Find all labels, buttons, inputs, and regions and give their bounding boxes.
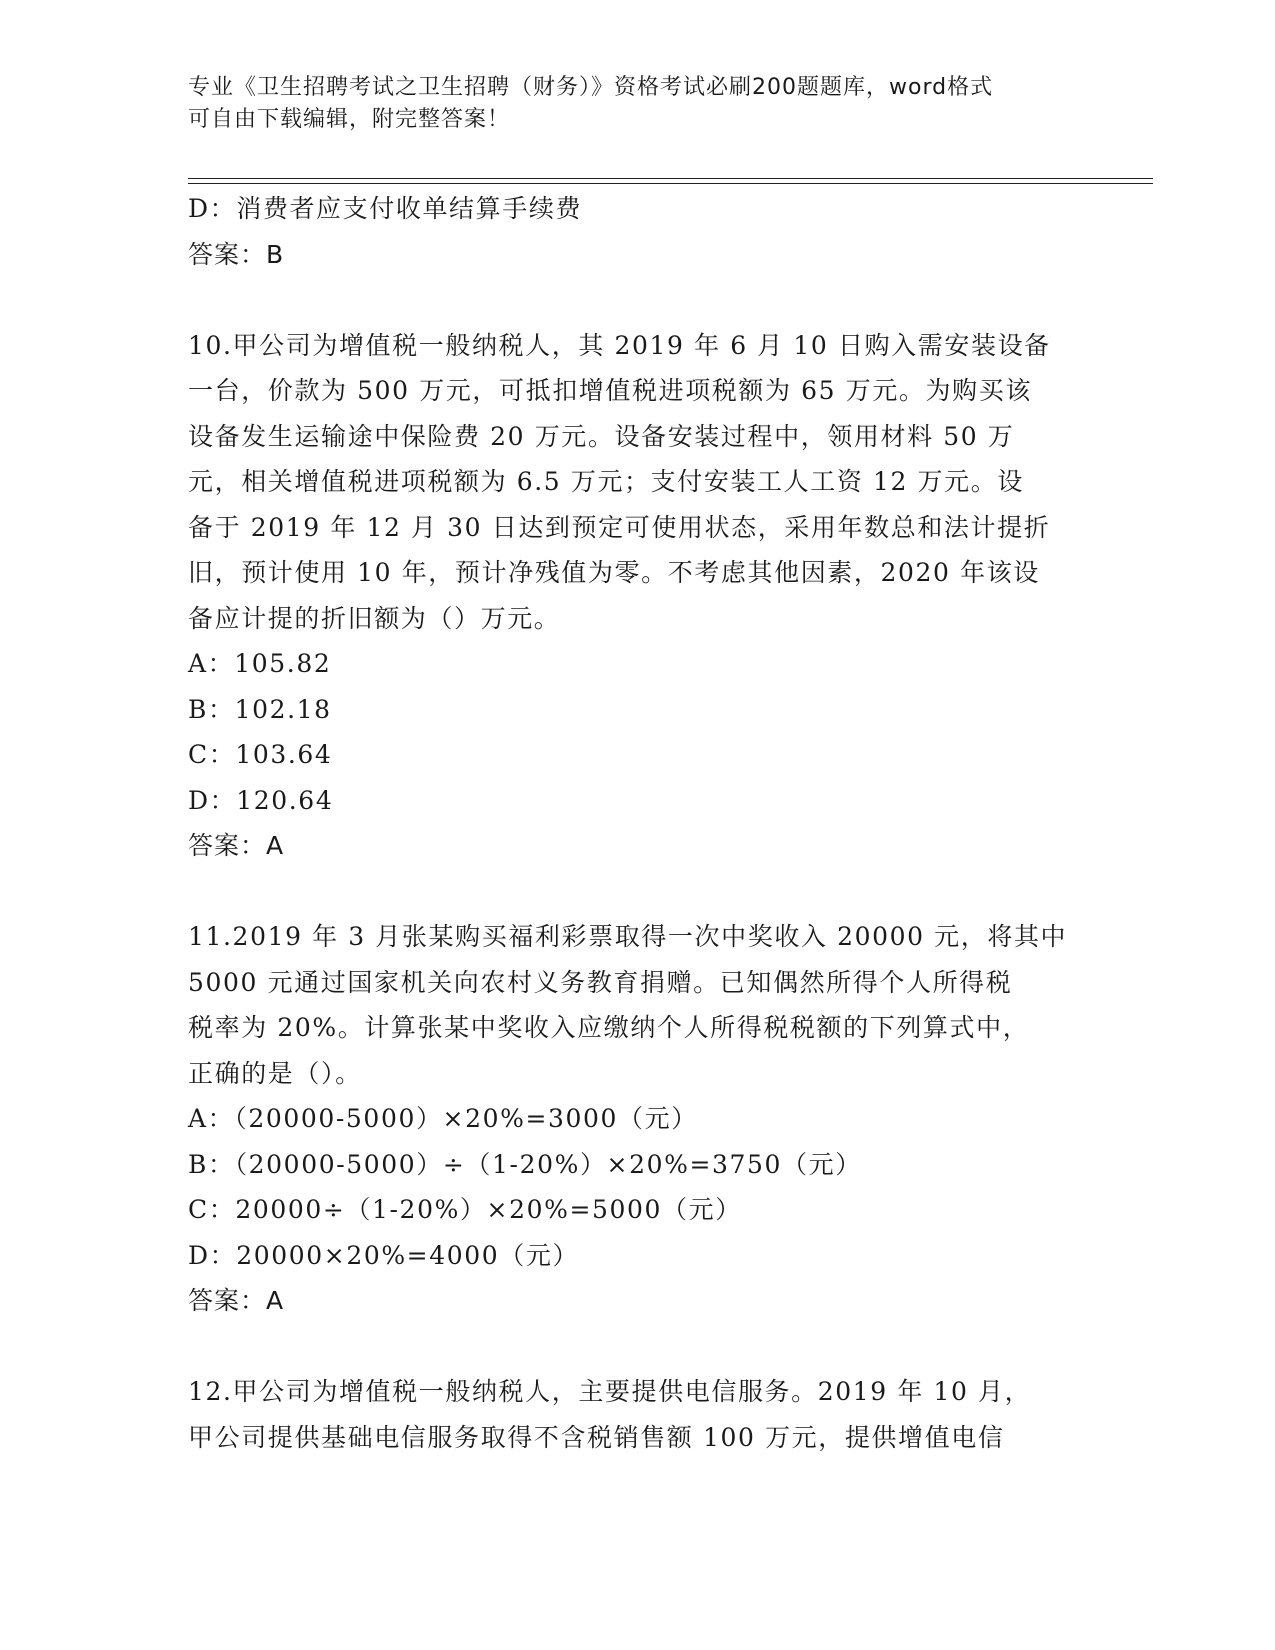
question-stem-line: 12.甲公司为增值税一般纳税人，主要提供电信服务。2019 年 10 月， (188, 1377, 1032, 1406)
option-d: D：20000×20%=4000（元） (188, 1240, 580, 1270)
spacer (188, 869, 1088, 915)
question-stem-line: 旧，预计使用 10 年，预计净残值为零。不考虑其他因素，2020 年该设 (188, 558, 1040, 587)
question-stem-line: 一台，价款为 500 万元，可抵扣增值税进项税额为 65 万元。为购买该 (188, 376, 1032, 405)
header-divider-bottom (188, 183, 1153, 184)
question-stem-line: 甲公司提供基础电信服务取得不含税销售额 100 万元，提供增值电信 (188, 1422, 1005, 1452)
question-stem-line: 正确的是（）。 (188, 1058, 362, 1088)
previous-question-tail (188, 186, 1088, 277)
spacer (188, 277, 1088, 323)
option-b: B：102.18 (188, 694, 332, 724)
answer-line: 答案：A (188, 1286, 285, 1315)
question-10 (188, 323, 1088, 869)
header-line-2: 可自由下载编辑，附完整答案！ (188, 107, 511, 132)
question-stem-line: 11.2019 年 3 月张某购买福利彩票取得一次中奖收入 20000 元，将其中 (188, 922, 1068, 951)
question-stem-line: 设备发生运输途中保险费 20 万元。设备安装过程中，领用材料 50 万 (188, 421, 1015, 451)
question-11 (188, 914, 1088, 1324)
option-b: B：（20000-5000）÷（1-20%）×20%=3750（元） (188, 1149, 862, 1179)
option-d: D：120.64 (188, 785, 334, 815)
question-stem-line: 税率为 20%。计算张某中奖收入应缴纳个人所得税税额的下列算式中， (188, 1013, 1030, 1042)
option-d: D：消费者应支付收单结算手续费 (188, 194, 583, 223)
question-stem-line: 5000 元通过国家机关向农村义务教育捐赠。已知偶然所得个人所得税 (188, 967, 1013, 997)
question-stem-line: 备应计提的折旧额为（）万元。 (188, 603, 561, 633)
answer-line: 答案：B (188, 239, 285, 269)
question-stem-line: 备于 2019 年 12 月 30 日达到预定可使用状态，采用年数总和法计提折 (188, 512, 1051, 542)
option-a: A：（20000-5000）×20%=3000（元） (188, 1104, 698, 1133)
document-body (188, 186, 1088, 1460)
question-stem-line: 元，相关增值税进项税额为 6.5 万元；支付安装工人工资 12 万元。设 (188, 467, 1024, 496)
spacer (188, 1324, 1088, 1370)
header-line-1: 专业《卫生招聘考试之卫生招聘（财务）》资格考试必刷200题题库，word格式 (188, 75, 994, 100)
answer-line: 答案：A (188, 831, 285, 860)
question-stem-line: 10.甲公司为增值税一般纳税人，其 2019 年 6 月 10 日购入需安装设备 (188, 330, 1051, 360)
page-header (188, 72, 1088, 136)
option-c: C：103.64 (188, 740, 333, 769)
option-c: C：20000÷（1-20%）×20%=5000（元） (188, 1195, 742, 1224)
option-a: A：105.82 (188, 649, 332, 678)
header-divider-top (188, 178, 1153, 179)
question-12 (188, 1369, 1088, 1460)
